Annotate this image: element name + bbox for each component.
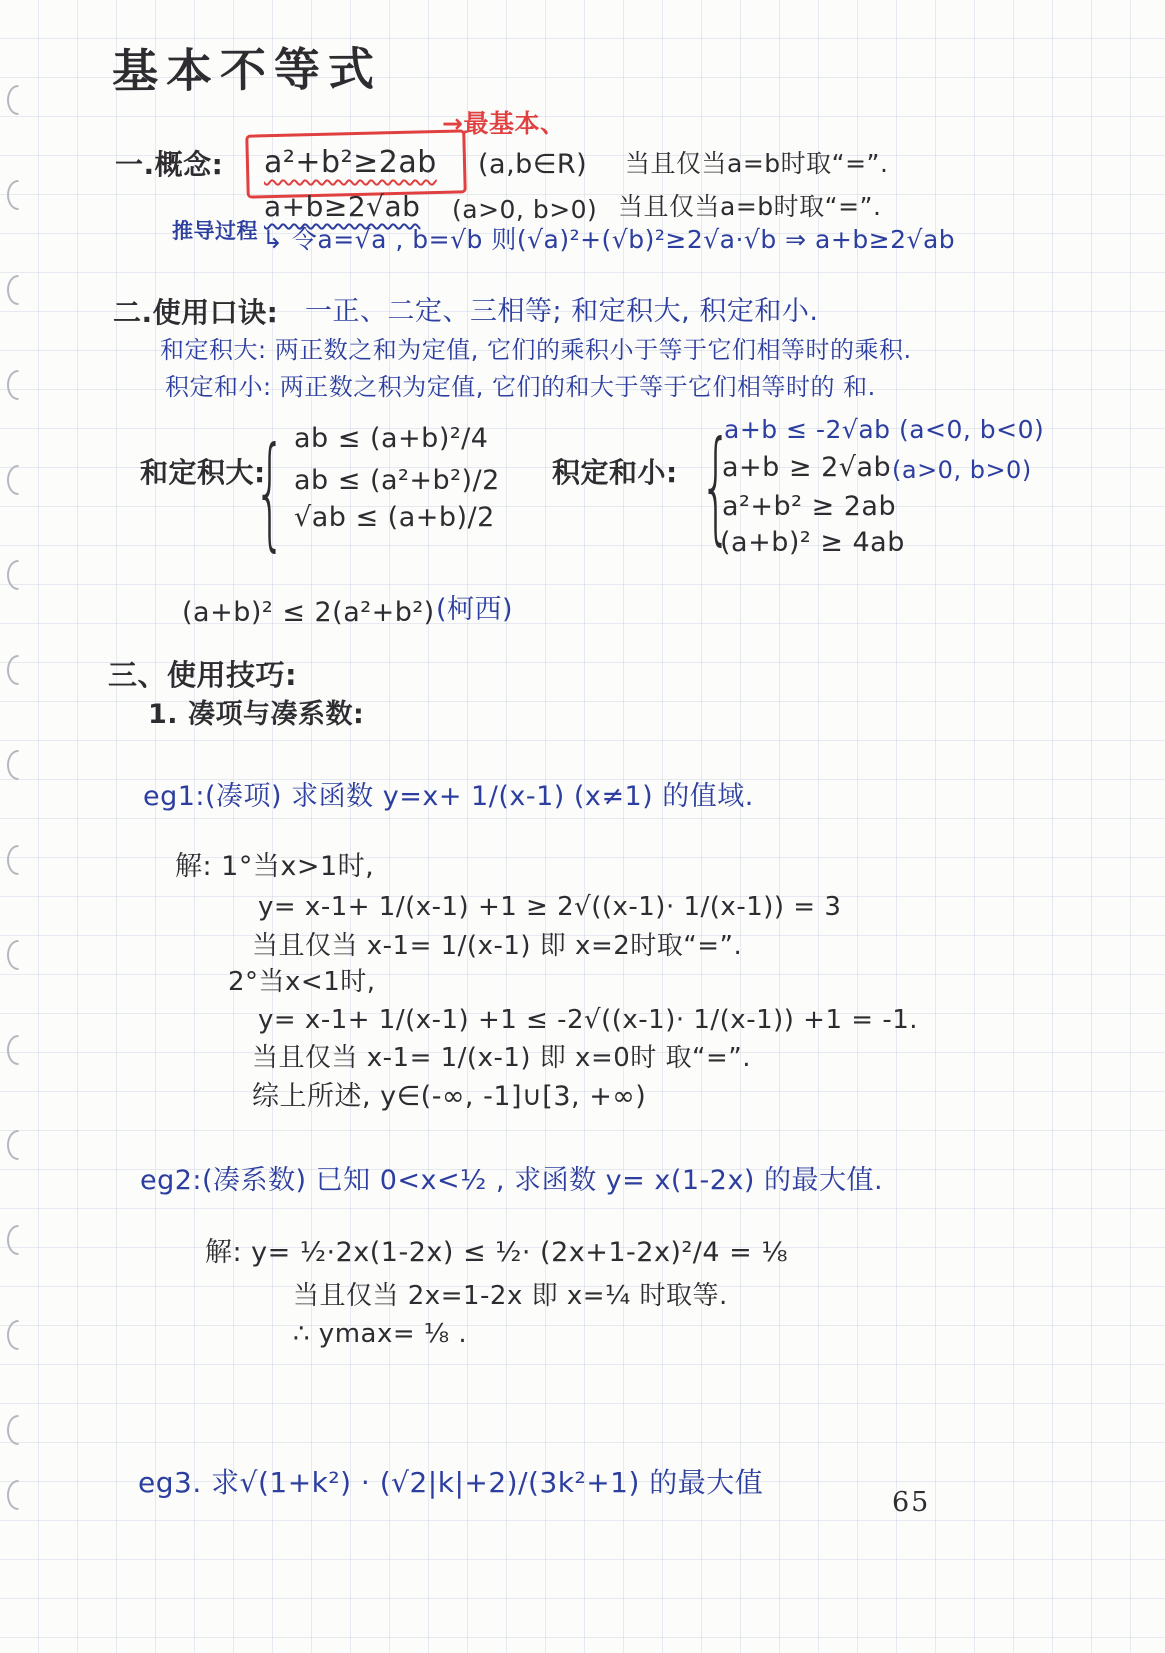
group1-label: 和定积大: [140,456,266,489]
binding-hole-icon [7,465,29,495]
eg1-line: y= x-1+ 1/(x-1) +1 ≤ -2√((x-1)· 1/(x-1)) +1 = -1. [258,1005,919,1035]
binding-hole-icon [7,370,29,400]
group1-item: √ab ≤ (a+b)/2 [294,502,495,533]
concept-heading: 一.概念: [115,148,224,181]
eg1-problem: eg1:(凑项) 求函数 y=x+ 1/(x-1) (x≠1) 的值域. [143,781,754,812]
binding-hole-icon [7,560,29,590]
binding-hole-icon [7,1480,29,1510]
binding-hole-icon [7,750,29,780]
mnemonic-product-fixed: 积定和小: 两正数之积为定值, 它们的和大于等于它们相等时的 和. [165,373,876,401]
binding-hole-icon [7,845,29,875]
group1-item: ab ≤ (a+b)²/4 [294,423,489,454]
cauchy-label: (柯西) [436,594,514,625]
eg1-line: y= x-1+ 1/(x-1) +1 ≥ 2√((x-1)· 1/(x-1)) = 3 [258,892,842,922]
cauchy-formula: (a+b)² ≤ 2(a²+b²) [182,597,435,628]
mnemonic-sum-fixed: 和定积大: 两正数之和为定值, 它们的乘积小于等于它们相等时的乘积. [160,336,912,364]
page-number: 65 [892,1487,931,1518]
eg1-line: 当且仅当 x-1= 1/(x-1) 即 x=2时取“=”. [252,931,743,961]
group2-item-cond: (a>0, b>0) [892,456,1032,484]
derive-label: 推导过程 [172,219,258,243]
techniques-heading: 三、使用技巧: [108,658,298,692]
group2-label: 积定和小: [552,456,678,489]
curly-brace-icon: { [254,421,287,564]
cond-sqrt: (a>0, b>0) [452,195,598,224]
binding-hole-icon [7,180,29,210]
group1-item: ab ≤ (a²+b²)/2 [294,465,500,496]
group2-item: (a+b)² ≥ 4ab [720,527,905,558]
group2-item: a+b ≥ 2√ab [722,452,892,483]
mnemonic-heading: 二.使用口诀: [113,296,279,329]
formula-sqrt: a+b≥2√ab [264,190,421,223]
page-title: 基本不等式 [111,41,383,99]
note-sqrt: 当且仅当a=b时取“=”. [618,192,882,221]
eg2-conclusion: ∴ ymax= ⅛ . [293,1319,468,1349]
binding-hole-icon [7,1035,29,1065]
eg2-problem: eg2:(凑系数) 已知 0<x<½ , 求函数 y= x(1-2x) 的最大值. [140,1165,884,1196]
note-squares: 当且仅当a=b时取“=”. [625,149,889,178]
mnemonic-rule: 一正、二定、三相等; 和定积大, 积定和小. [305,296,819,327]
curly-brace-icon: { [700,415,733,558]
binding-hole-icon [7,940,29,970]
eg1-case2: 2°当x<1时, [228,967,376,997]
binding-hole-icon [7,85,29,115]
eg3-problem: eg3. 求√(1+k²) · (√2|k|+2)/(3k²+1) 的最大值 [138,1466,764,1499]
formula-squares: a²+b²≥2ab [264,145,437,180]
eg1-line: 当且仅当 x-1= 1/(x-1) 即 x=0时 取“=”. [252,1043,752,1073]
eg1-sol-case1: 解: 1°当x>1时, [175,851,375,882]
binding-hole-icon [7,1130,29,1160]
eg2-line: 当且仅当 2x=1-2x 即 x=¼ 时取等. [293,1281,728,1311]
group2-item: a²+b² ≥ 2ab [722,491,897,522]
arrow-note: →最基本、 [442,109,566,138]
binding-hole-icon [7,1415,29,1445]
binding-hole-icon [7,1320,29,1350]
eg2-line: 解: y= ½·2x(1-2x) ≤ ½· (2x+1-2x)²/4 = ⅛ [205,1237,789,1268]
binding-hole-icon [7,275,29,305]
derive-line: ↳ 令a=√a , b=√b 则(√a)²+(√b)²≥2√a·√b ⇒ a+b≥2√ab [262,225,956,254]
techniques-sub1: 1. 凑项与凑系数: [148,699,365,730]
cond-squares: (a,b∈R) [478,149,588,180]
eg1-conclusion: 综上所述, y∈(-∞, -1]∪[3, +∞) [252,1081,647,1112]
group2-item: a+b ≤ -2√ab (a<0, b<0) [724,415,1045,444]
binding-hole-icon [7,655,29,685]
binding-hole-icon [7,1225,29,1255]
